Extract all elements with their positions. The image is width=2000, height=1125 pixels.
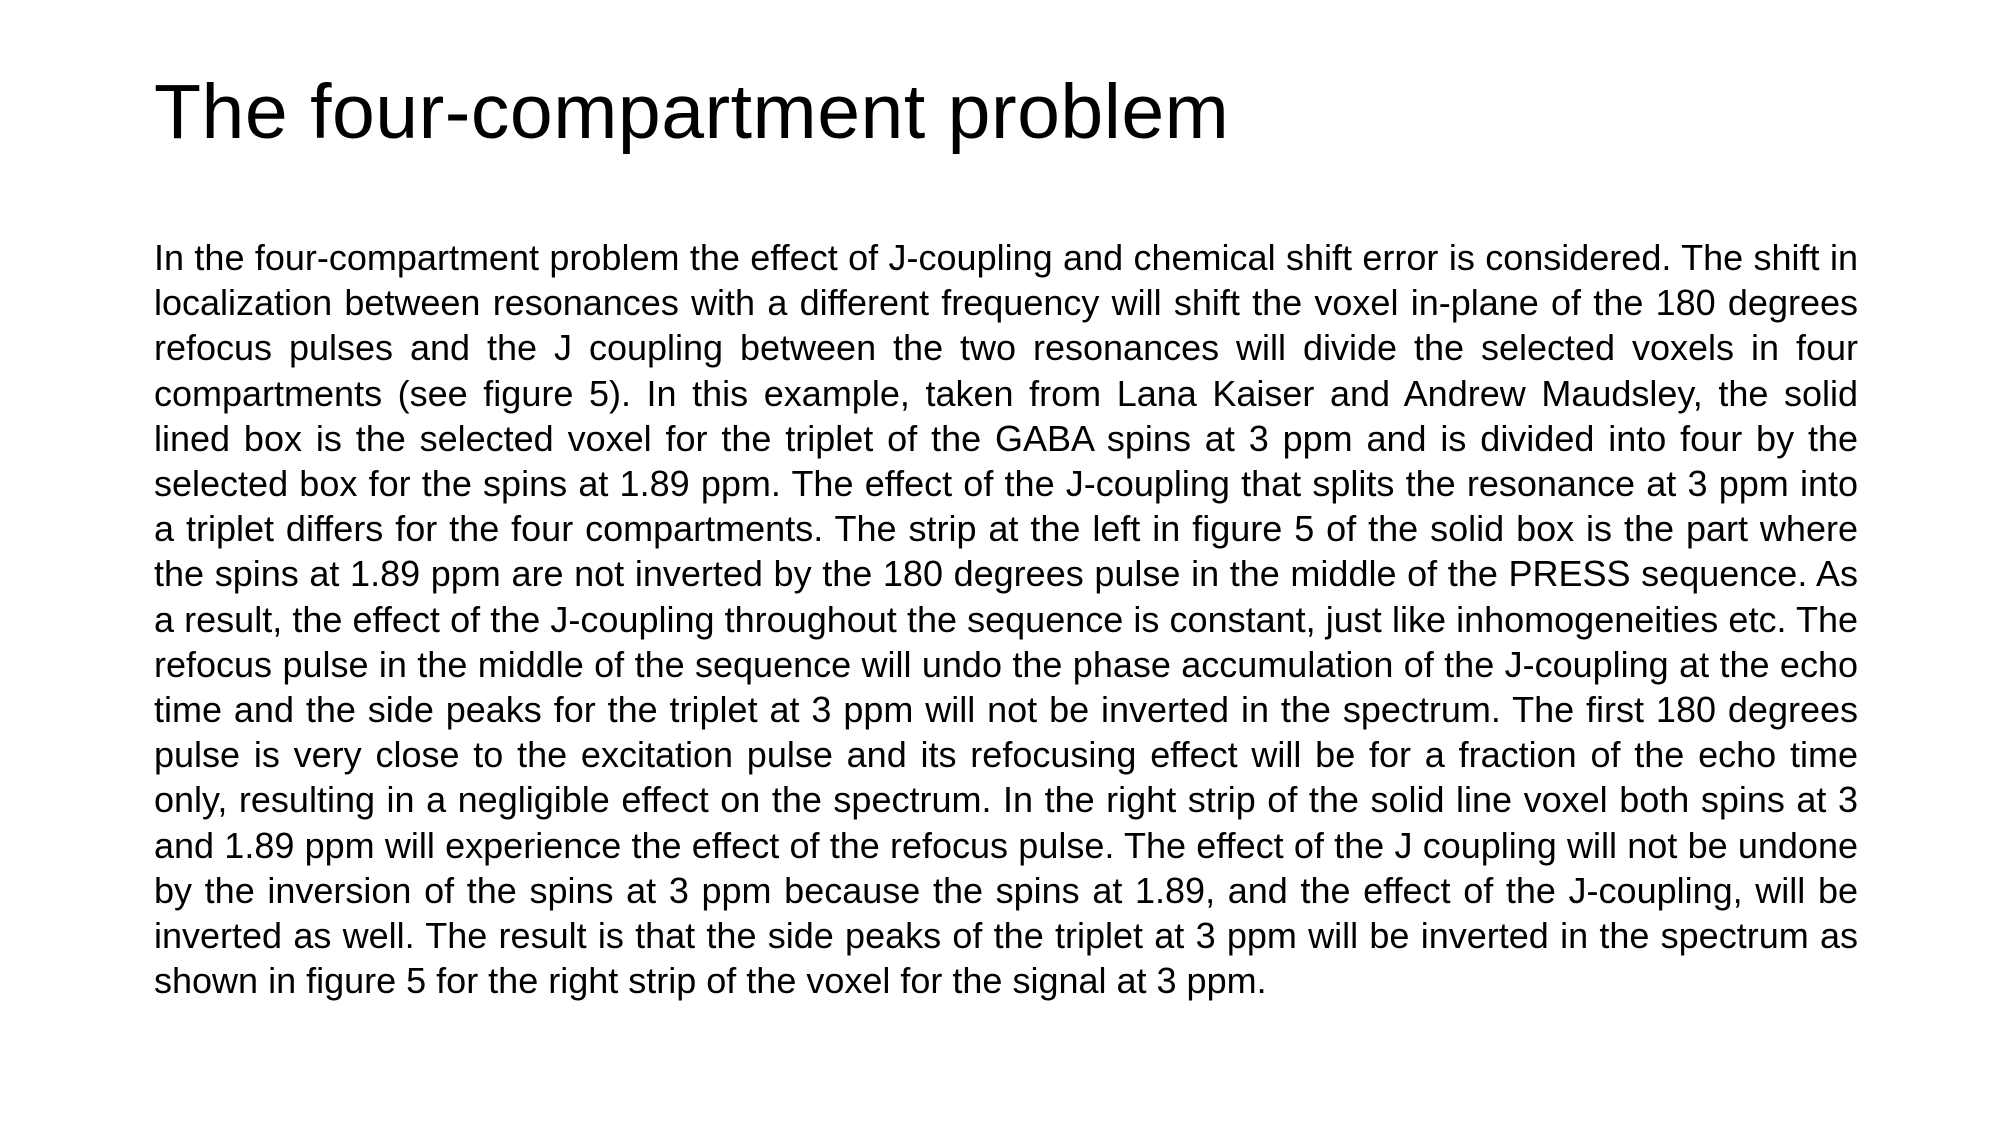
slide-title: The four-compartment problem: [154, 69, 1230, 155]
slide-body-paragraph: In the four-compartment problem the effect of J-coupling and chemical shift error is considered. The shift in localization between resonances with a different frequency will shift the voxel in-plane of the 180 degrees refocus pulses and the J coupling between the two resonances will divide the selected voxels in four compartments (see figure 5). In this example, taken from Lana Kaiser and Andrew Maudsley, the solid lined box is the selected voxel for the triplet of the GABA spins at 3 ppm and is divided into four by the selected box for the spins at 1.89 ppm. The effect of the J-coupling that splits the resonance at 3 ppm into a triplet differs for the four compartments. The strip at the left in figure 5 of the solid box is the part where the spins at 1.89 ppm are not inverted by the 180 degrees pulse in the middle of the PRESS sequence. As a result, the effect of the J-coupling throughout the sequence is constant, just like inhomogeneities etc. The refocus pulse in the middle of the sequence will undo the phase accumulation of the J-coupling at the echo time and the side peaks for the triplet at 3 ppm will not be inverted in the spectrum. The first 180 degrees pulse is very close to the excitation pulse and its refocusing effect will be for a fraction of the echo time only, resulting in a negligible effect on the spectrum. In the right strip of the solid line voxel both spins at 3 and 1.89 ppm will experience the effect of the refocus pulse. The effect of the J coupling will not be undone by the inversion of the spins at 3 ppm because the spins at 1.89, and the effect of the J-coupling, will be inverted as well. The result is that the side peaks of the triplet at 3 ppm will be inverted in the spectrum as shown in figure 5 for the right strip of the voxel for the signal at 3 ppm.: [154, 237, 1858, 1002]
